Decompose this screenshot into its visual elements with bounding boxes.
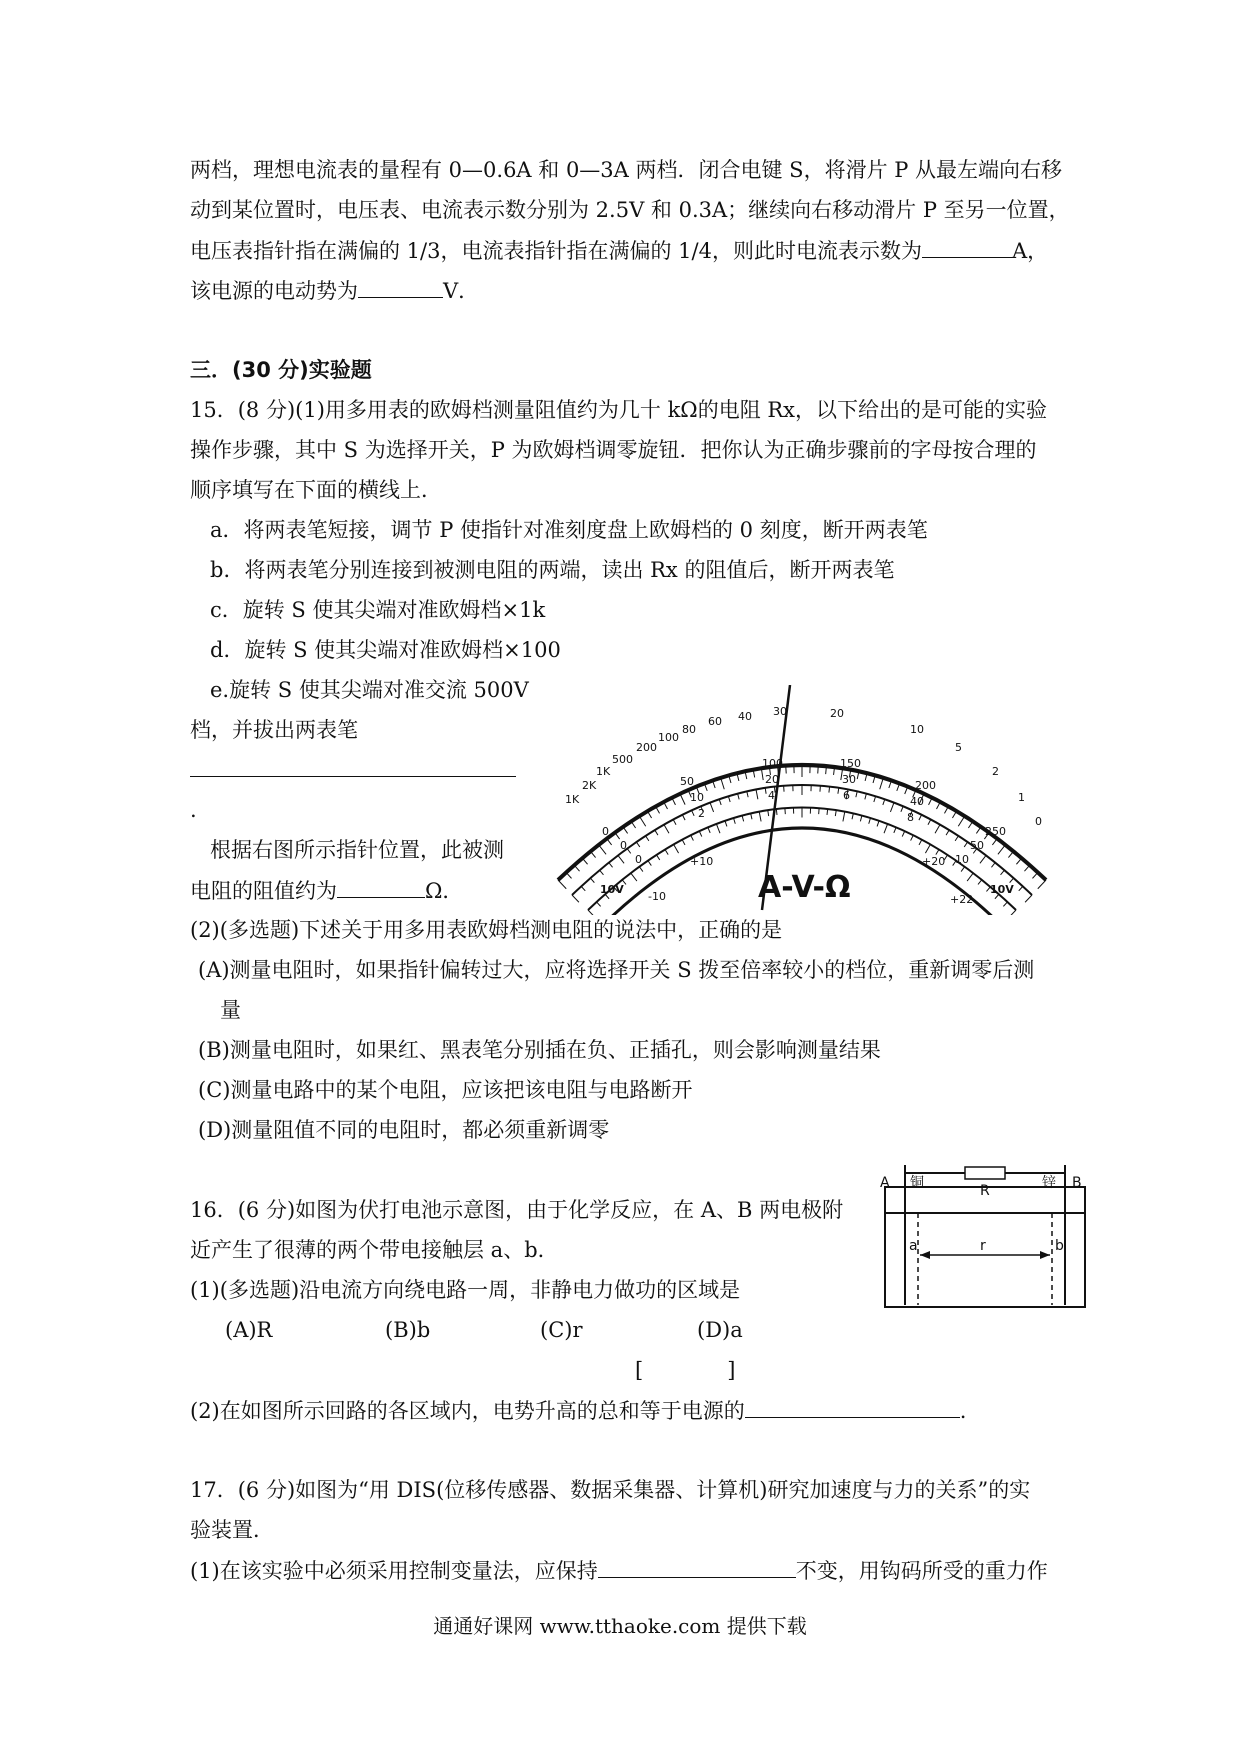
dial-tick-mark	[955, 836, 958, 841]
dial-tick-mark	[692, 810, 695, 815]
dcv3-label-8: 8	[907, 811, 914, 824]
db-label-plus10: +10	[690, 855, 714, 868]
page-footer: 通通好课网 www.tthaoke.com 提供下载	[433, 1614, 807, 1638]
q15-step-e-2: 档，并拔出两表笔	[190, 718, 358, 742]
db-label-minus10: -10	[648, 890, 666, 903]
label-resistor: R	[980, 1183, 990, 1199]
dial-tick-mark	[574, 865, 579, 871]
dial-tick-mark	[631, 821, 635, 828]
dial-tick-mark	[588, 910, 595, 915]
q15-step-b: b．将两表笔分别连接到被测电阻的两端，读出 Rx 的阻值后，断开两表笔	[210, 558, 895, 582]
q14-line-4-unit: V．	[443, 279, 480, 303]
dial-tick-mark	[991, 863, 995, 868]
label-zinc: 锌	[1042, 1175, 1056, 1191]
q14-line-4	[190, 275, 479, 306]
dial-tick-mark	[980, 855, 986, 863]
dial-tick-mark	[874, 796, 876, 802]
ohm-label-60: 60	[708, 715, 722, 728]
ohm-label-1k: 1K	[565, 793, 580, 806]
dcv3-label-6: 6	[843, 789, 850, 802]
dcv2-label-40: 40	[910, 795, 924, 808]
dial-tick-mark	[890, 803, 894, 812]
dial-tick-mark	[691, 835, 694, 840]
dial-tick-mark	[884, 824, 888, 833]
dial-tick-mark	[655, 830, 658, 835]
q16-line-1: 16．(6 分)如图为伏打电池示意图，由于化学反应，在 A、B 两电极附	[190, 1198, 844, 1222]
dial-tick-mark	[843, 812, 845, 822]
dial-tick-mark	[869, 818, 871, 824]
q15-read-line-2-unit: Ω．	[425, 879, 464, 903]
q15-step-d: d．旋转 S 使其尖端对准欧姆档×100	[210, 638, 561, 662]
dial-tick-mark	[599, 845, 606, 854]
dial-tick-mark	[901, 806, 903, 812]
dial-tick-mark	[566, 872, 571, 878]
multimeter-dial-figure	[530, 685, 1075, 915]
q17-line-3-tail: 不变，用钩码所受的重力作	[795, 1559, 1048, 1583]
ohm-label-30: 30	[773, 705, 787, 718]
q15-step-c: c．旋转 S 使其尖端对准欧姆档×1k	[210, 598, 546, 622]
ohm-label-200: 200	[636, 741, 657, 754]
dial-tick-mark	[818, 766, 819, 774]
dial-tick-mark	[936, 849, 939, 854]
q15-resistance-blank[interactable]	[337, 875, 425, 898]
dial-tick-mark	[636, 842, 639, 847]
db-label-plus20: +20	[922, 855, 946, 868]
dial-outer-arc	[558, 765, 1046, 880]
q14-line-3-unit: A，	[1011, 239, 1049, 263]
q15-part-2: (2)(多选题)下述关于用多用表欧姆档测电阻的说法中，正确的是	[190, 918, 783, 942]
q15-option-a-2: 量	[220, 998, 241, 1022]
dial-tick-mark	[1008, 851, 1013, 857]
dial-tick-mark	[925, 844, 930, 853]
label-layer-b: b	[1055, 1238, 1064, 1254]
q16-part-1: (1)(多选题)沿电流方向绕电路一周，非静电力做功的区域是	[190, 1278, 741, 1302]
q17-line-3	[190, 1555, 1048, 1586]
dial-tick-mark	[961, 867, 965, 872]
dial-tick-mark	[786, 766, 787, 774]
dial-tick-mark	[646, 836, 649, 841]
dial-tick-mark	[674, 844, 679, 853]
q16-line-2: 近产生了很薄的两个带电接触层 a、b．	[190, 1238, 559, 1262]
dial-tick-mark	[1003, 902, 1007, 906]
label-copper: 铜	[910, 1175, 924, 1191]
dial-tick-mark	[759, 812, 761, 822]
dial-tick-mark	[1009, 910, 1016, 915]
arrow-left	[920, 1251, 930, 1259]
dial-tick-mark	[992, 839, 997, 845]
dcv3-label-0: 0	[635, 853, 642, 866]
dial-tick-mark	[590, 878, 594, 883]
q14-current-blank[interactable]	[922, 235, 1012, 258]
dial-tick-mark	[725, 821, 727, 827]
dial-tick-mark	[648, 861, 651, 866]
dial-tick-mark	[1010, 878, 1014, 883]
dial-tick-mark	[967, 873, 973, 881]
ohm-label-500: 500	[612, 753, 633, 766]
dial-tick-mark	[639, 816, 645, 826]
dcv-label-200: 200	[915, 779, 936, 792]
db-label-plus22: +22	[950, 893, 974, 906]
dial-tick-mark	[883, 799, 885, 805]
q15-dot: .	[190, 798, 197, 822]
dcv3-label-10: 10	[955, 853, 969, 866]
q14-emf-blank[interactable]	[358, 275, 443, 298]
q15-read-line-1: 根据右图所示指针位置，此被测	[210, 838, 504, 862]
dial-corner-right: 10V	[990, 883, 1014, 896]
dial-tick-mark	[964, 842, 967, 847]
dcv-label-0: 0	[602, 825, 609, 838]
ohm-label-20: 20	[830, 707, 844, 720]
dial-tick-mark	[623, 827, 628, 834]
dial-tick-mark	[852, 813, 853, 819]
dcv3-label-4: 4	[768, 789, 775, 802]
dial-tick-mark	[728, 796, 730, 802]
dial-tick-mark	[591, 851, 596, 857]
dial-tick-mark	[958, 816, 964, 826]
dcv2-label-50: 50	[970, 839, 984, 852]
ohm-label-0: 0	[1035, 815, 1042, 828]
dial-tick-mark	[829, 787, 830, 793]
q17-line-2: 验装置．	[190, 1518, 274, 1542]
dial-tick-mark	[880, 778, 884, 789]
ohm-label-1: 1	[1018, 791, 1025, 804]
dcv3-label-2: 2	[698, 807, 705, 820]
dial-tick-mark	[710, 803, 714, 812]
dial-tick-mark	[776, 809, 777, 815]
dial-tick-mark	[600, 870, 604, 875]
dial-tick-mark	[827, 809, 828, 815]
dial-tick-mark	[708, 827, 710, 833]
dial-tick-mark	[751, 813, 752, 819]
dial-tick-mark	[719, 799, 721, 805]
dial-tick-mark	[721, 778, 725, 789]
dial-tick-mark	[597, 902, 601, 906]
dial-tick-mark	[682, 840, 685, 845]
q16-option-d: (D)a	[697, 1318, 743, 1342]
dial-function-label: A-V-Ω	[758, 870, 851, 905]
ohm-label-80: 80	[682, 723, 696, 736]
ohm-label-5: 5	[955, 741, 962, 754]
dial-tick-mark	[572, 895, 579, 902]
q15-option-b: (B)测量电阻时，如果红、黑表笔分别插在负、正插孔，则会影响测量结果	[198, 1038, 881, 1062]
dial-tick-mark	[665, 849, 668, 854]
voltaic-cell-diagram	[880, 1165, 1095, 1310]
q15-option-a-1: (A)测量电阻时，如果指针偏转过大，应将选择开关 S 拨至倍率较小的档位，重新调零后测	[198, 958, 1035, 982]
dial-tick-mark	[609, 863, 613, 868]
ohm-label-2: 2	[992, 765, 999, 778]
q14-line-4-text: 该电源的电动势为	[190, 279, 358, 303]
dial-tick-mark	[1024, 865, 1029, 871]
dial-tick-mark	[919, 840, 922, 845]
dial-tick-mark	[998, 845, 1005, 854]
dial-tick-mark	[1032, 872, 1037, 878]
q16-option-c: (C)r	[540, 1318, 583, 1342]
dial-tick-mark	[631, 873, 637, 881]
dial-tick-mark	[919, 815, 922, 820]
dial-tick-mark	[928, 819, 931, 824]
dial-tick-mark	[747, 791, 748, 797]
section-3-title: 三．(30 分)实验题	[190, 358, 372, 382]
dial-tick-mark	[856, 791, 857, 797]
ohm-label-2k: 2K	[582, 779, 597, 792]
dial-tick-mark	[1001, 870, 1005, 875]
q16-part-2-dot: .	[959, 1399, 967, 1423]
q15-option-d: (D)测量阻值不同的电阻时，都必须重新调零	[198, 1118, 610, 1142]
q15-read-line-2	[190, 875, 463, 906]
q16-option-a: (A)R	[225, 1318, 273, 1342]
dcv-label-100: 100	[762, 757, 783, 770]
ohm-label-100: 100	[658, 731, 679, 744]
dial-tick-mark	[716, 824, 720, 833]
dial-tick-mark	[615, 833, 620, 839]
dcv2-label-0: 0	[620, 839, 627, 852]
q15-order-answer-line[interactable]	[190, 776, 516, 777]
dial-tick-mark	[699, 831, 702, 836]
q16-emf-blank[interactable]	[745, 1395, 960, 1418]
dial-tick-mark	[627, 849, 631, 854]
q15-line-2: 操作步骤，其中 S 为选择开关，P 为欧姆档调零旋钮．把你认为正确步骤前的字母按合理的	[190, 438, 1037, 462]
dial-tick-mark	[756, 789, 758, 799]
dcv-label-150: 150	[840, 757, 861, 770]
arrow-right	[1040, 1251, 1050, 1259]
q14-line-2: 动到某位置时，电压表、电流表示数分别为 2.5V 和 0.3A；继续向右移动滑片 P 至另一位置，	[190, 198, 1070, 222]
q15-line-1: 15．(8 分)(1)用多用表的欧姆档测量阻值约为几十 kΩ的电阻 Rx，以下给出的是可能的实验	[190, 398, 1048, 422]
dial-tick-mark	[656, 855, 659, 860]
ohm-label-40: 40	[738, 710, 752, 723]
dial-tick-mark	[1038, 880, 1046, 889]
dial-tick-mark	[618, 855, 624, 863]
q15-line-3: 顺序填写在下面的横线上．	[190, 478, 442, 502]
label-electrode-a: A	[880, 1175, 890, 1191]
dial-tick-mark	[894, 827, 896, 833]
dial-tick-mark	[682, 815, 685, 820]
dial-tick-mark	[902, 831, 905, 836]
dial-tick-mark	[639, 867, 643, 872]
dial-tick-mark	[558, 880, 566, 889]
q14-line-3-text: 电压表指针指在满偏的 1/3，电流表指针指在满偏的 1/4，则此时电流表示数为	[190, 239, 922, 263]
q14-line-3	[190, 235, 1048, 266]
dial-tick-mark	[607, 839, 612, 845]
q15-step-e-1: e.旋转 S 使其尖端对准交流 500V	[210, 678, 529, 702]
dial-tick-mark	[911, 835, 914, 840]
dial-tick-mark	[582, 858, 587, 864]
dcv-label-50: 50	[680, 775, 694, 788]
q14-line-1: 两档，理想电流表的量程有 0—0.6A 和 0—3A 两档．闭合电键 S，将滑片 P 从最左端向右移	[190, 158, 1063, 182]
dial-tick-mark	[877, 821, 879, 827]
dcv2-label-10: 10	[690, 791, 704, 804]
dial-tick-mark	[935, 825, 940, 834]
q17-line-1: 17．(6 分)如图为“用 DIS(位移传感器、数据采集器、计算机)研究加速度与力的关系”的实	[190, 1478, 1031, 1502]
dial-corner-left: 10V	[600, 883, 624, 896]
dial-tick-mark	[976, 827, 981, 834]
dial-tick-mark	[1019, 886, 1023, 890]
dial-tick-mark	[673, 819, 676, 824]
dcv2-label-30: 30	[842, 773, 856, 786]
dcv2-label-20: 20	[765, 773, 779, 786]
resistor-r	[965, 1167, 1005, 1179]
q16-answer-bracket[interactable]: [ ]	[635, 1358, 736, 1382]
q16-option-b: (B)b	[385, 1318, 431, 1342]
dial-tick-mark	[734, 818, 736, 824]
dial-tick-mark	[946, 830, 949, 835]
dcv-label-250: 250	[985, 825, 1006, 838]
q15-option-c: (C)测量电路中的某个电阻，应该把该电阻与电路断开	[198, 1078, 693, 1102]
dial-tick-mark	[968, 821, 972, 828]
q17-constant-blank[interactable]	[598, 1555, 796, 1578]
dial-tick-mark	[978, 880, 982, 885]
label-internal-r: r	[980, 1238, 986, 1254]
label-electrode-b: B	[1072, 1175, 1082, 1191]
dial-tick-mark	[680, 794, 685, 805]
dial-tick-mark	[664, 825, 669, 834]
q15-read-line-2-text: 电阻的阻值约为	[190, 879, 337, 903]
ohm-label-10: 10	[910, 723, 924, 736]
dial-tick-mark	[581, 886, 585, 890]
dial-tick-mark	[1025, 895, 1032, 902]
q17-line-3-text: (1)在该实验中必须采用控制变量法，应保持	[190, 1559, 598, 1583]
q15-step-a: a．将两表笔短接，调节 P 使指针对准刻度盘上欧姆档的 0 刻度，断开两表笔	[210, 518, 928, 542]
q16-part-2	[190, 1395, 966, 1426]
ohm-label-1k-b: 1K	[596, 765, 611, 778]
dial-tick-mark	[1016, 858, 1021, 864]
q16-part-2-text: (2)在如图所示回路的各区域内，电势升高的总和等于电源的	[190, 1399, 745, 1423]
label-layer-a: a	[909, 1238, 918, 1254]
